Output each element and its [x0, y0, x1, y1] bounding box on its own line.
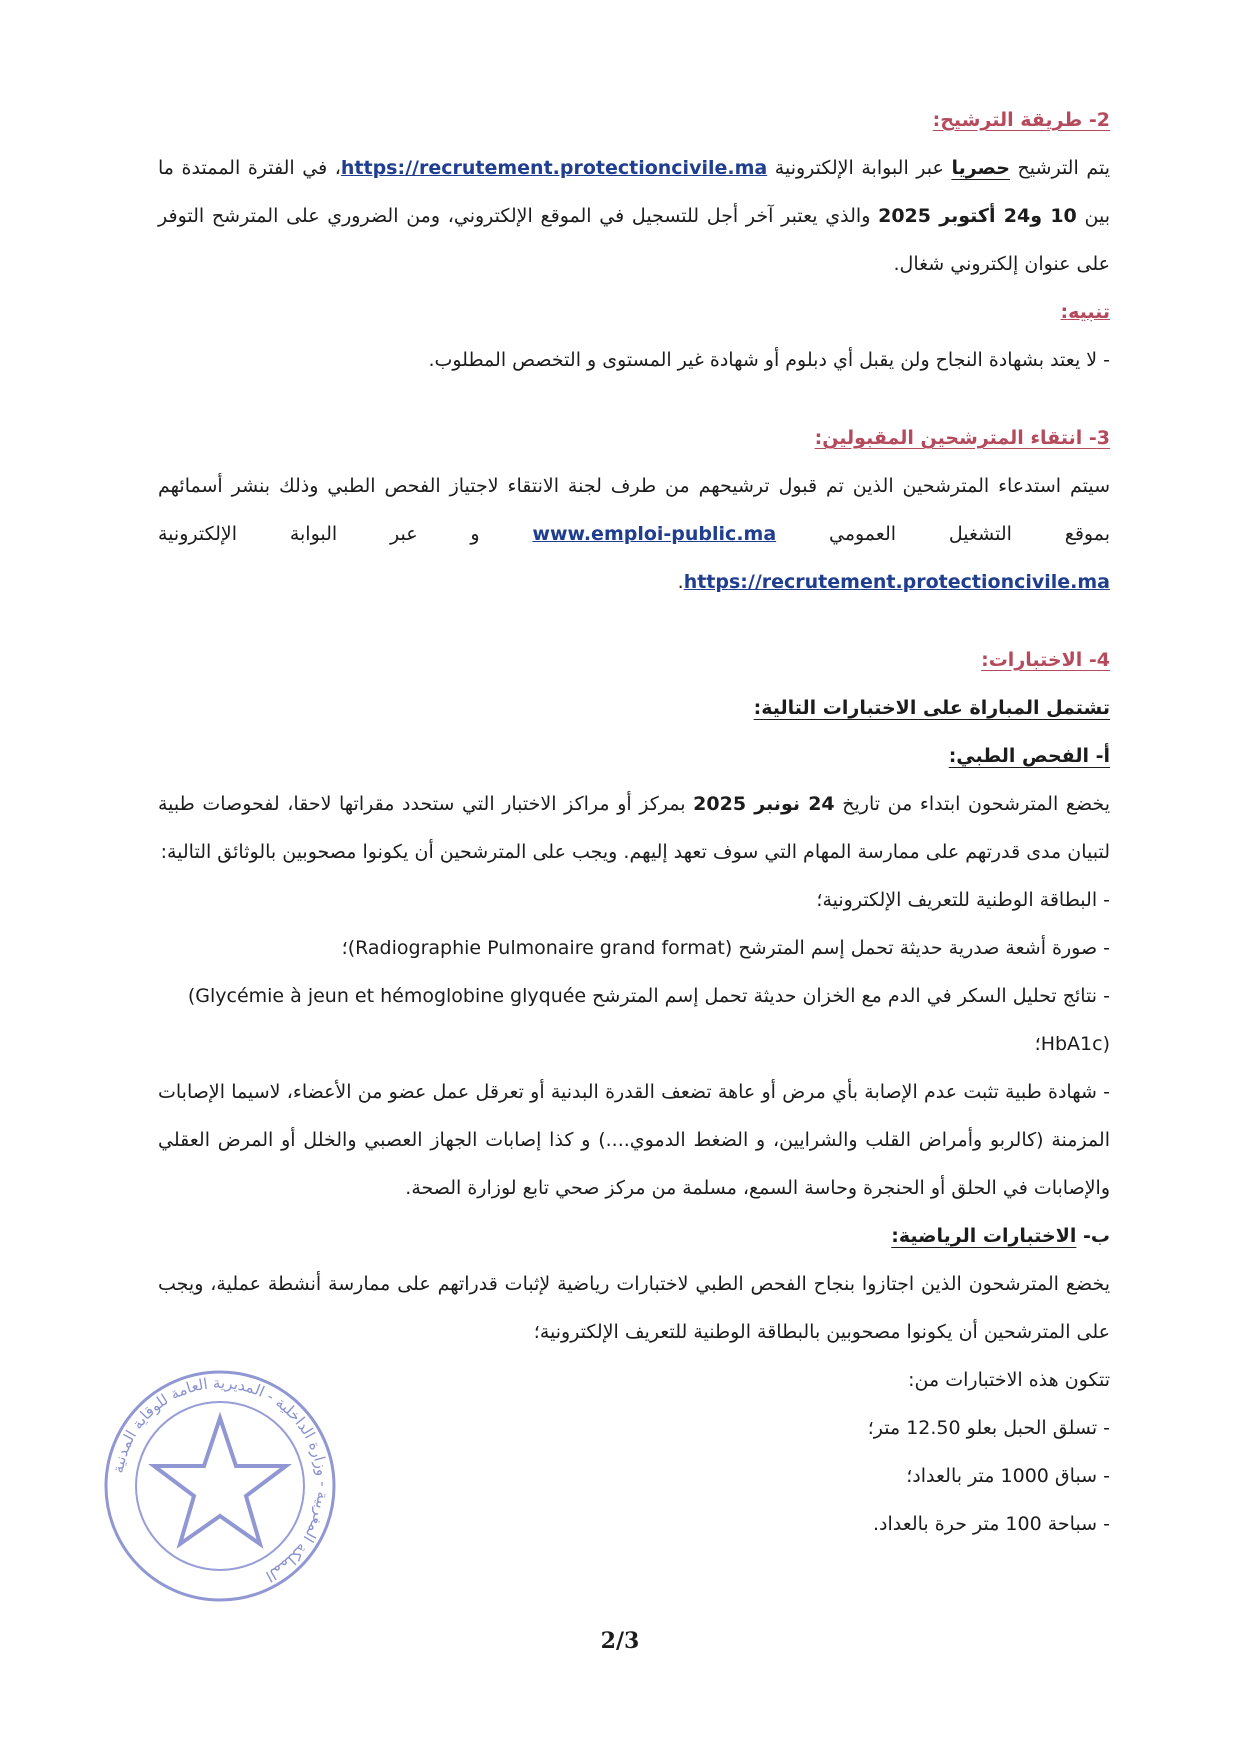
star-icon [154, 1418, 286, 1544]
exam-date: 24 نونبر 2025 [693, 793, 835, 815]
list-item: - البطاقة الوطنية للتعريف الإلكترونية؛ [816, 889, 1110, 911]
stamp-text: المملكة المغربية - وزارة الداخلية - المديرية العامة للوقاية المدنية [108, 1373, 333, 1586]
document-body [158, 96, 1110, 1548]
text-run: . [677, 571, 684, 593]
tests-intro: تشتمل المباراة على الاختبارات التالية: [753, 697, 1110, 719]
emploi-public-link[interactable]: www.emploi-public.ma [532, 523, 777, 545]
stamp-inner-ring [136, 1402, 304, 1570]
registration-dates: 10 و24 أكتوبر 2025 [878, 205, 1077, 227]
latin-text: (Radiographie Pulmonaire grand format) [347, 937, 733, 959]
stamp-outer-ring [106, 1372, 334, 1600]
text-run: ؛ [341, 937, 348, 959]
text-run: ب- [1076, 1225, 1110, 1247]
recruitment-portal-link[interactable]: https://recrutement.protectioncivile.ma [340, 157, 768, 179]
list-item: - سباحة 100 متر حرة بالعداد. [872, 1513, 1110, 1535]
text-run: يخضع المترشحون ابتداء من تاريخ [834, 793, 1110, 815]
list-item: - تسلق الحبل بعلو 12.50 متر؛ [867, 1417, 1110, 1439]
latin-text: (Glycémie à jeun et hémoglobine glyquée HbA1c) [187, 985, 1110, 1055]
text-run: والذي يعتبر آخر أجل للتسجيل في الموقع الإلكتروني، ومن الضروري على المترشح التوفر على عنوان إلكتروني شغال. [158, 205, 1110, 275]
text-run: عبر البوابة الإلكترونية [767, 157, 952, 179]
text-run: و عبر البوابة الإلكترونية [158, 523, 533, 545]
section-4-heading: 4- الاختبارات: [981, 649, 1110, 671]
section-2-paragraph [158, 144, 1110, 288]
sports-tests-heading [158, 1212, 1110, 1260]
text-run: بمركز أو مراكز الاختبار التي ستحدد مقراتها لاحقا، لفحوصات طبية لتبيان مدى قدرتهم على ممارسة المهام التي سوف تعهد إليهم. ويجب على المترشحين أن يكونوا مصحوبين بالوثائق التالية: [158, 793, 1110, 863]
sports-tests-intro: تتكون هذه الاختبارات من: [908, 1369, 1110, 1391]
list-item [158, 924, 1110, 972]
sports-tests-paragraph: يخضع المترشحون الذين اجتازوا بنجاح الفحص الطبي لاختبارات رياضية لإثبات قدراتهم على ممارسة أنشطة عملية، ويجب على المترشحين أن يكونوا مصحوبين بالبطاقة الوطنية للتعريف الإلكترونية؛ [158, 1273, 1110, 1343]
notice-label: تنبيه: [1060, 301, 1110, 323]
text-run: - صورة أشعة صدرية حديثة تحمل إسم المترشح [732, 937, 1110, 959]
text-run: الاختبارات الرياضية: [891, 1225, 1077, 1247]
list-item: - شهادة طبية تثبت عدم الإصابة بأي مرض أو عاهة تضعف القدرة البدنية أو تعرقل عمل عضو من الأعضاء، لاسيما الإصابات المزمنة (كالربو وأمراض القلب والشرايين، و الضغط الدموي....) و كذا إصابات الجهاز العصبي والخلل أو المرض العقلي والإصابات في الحلق أو الحنجرة وحاسة السمع، مسلمة من مركز صحي تابع لوزارة الصحة. [158, 1081, 1110, 1199]
text-run: يتم الترشيح [1009, 157, 1110, 179]
recruitment-portal-link[interactable]: https://recrutement.protectioncivile.ma [683, 571, 1110, 593]
list-item [158, 972, 1110, 1068]
notice-text: - لا يعتد بشهادة النجاح ولن يقبل أي دبلوم أو شهادة غير المستوى و التخصص المطلوب. [428, 349, 1110, 371]
list-item: - سباق 1000 متر بالعداد؛ [906, 1465, 1110, 1487]
medical-exam-heading: أ- الفحص الطبي: [948, 745, 1110, 767]
medical-exam-paragraph [158, 780, 1110, 876]
text-run: سيتم استدعاء المترشحين الذين تم قبول ترشيحهم من طرف لجنة الانتقاء لاجتياز الفحص الطبي وذلك بنشر أسمائهم بموقع التشغيل العمومي [158, 475, 1110, 545]
text-run: - نتائج تحليل السكر في الدم مع الخزان حديثة تحمل إسم المترشح [586, 985, 1110, 1007]
text-run: ؛ [1034, 1033, 1041, 1055]
section-2-heading: 2- طريقة الترشيح: [932, 109, 1110, 131]
text-run: ، في الفترة الممتدة ما بين [158, 157, 1110, 227]
section-3-paragraph [158, 462, 1110, 606]
official-stamp [100, 1366, 340, 1606]
section-3-heading: 3- انتقاء المترشحين المقبولين: [814, 427, 1110, 449]
exclusive-word: حصريا [951, 157, 1010, 179]
page-number: 2/3 [600, 1628, 640, 1654]
